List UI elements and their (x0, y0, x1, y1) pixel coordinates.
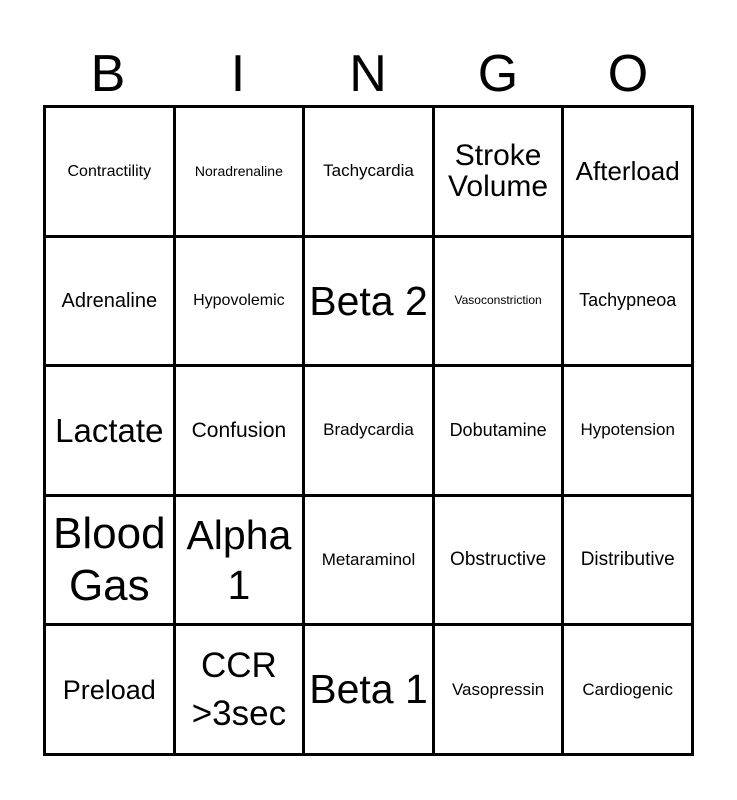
bingo-cell-r2-c5[interactable] (564, 238, 694, 368)
cell-label: Tachypneoa (579, 290, 677, 311)
cell-label: Hypovolemic (193, 292, 285, 310)
cell-label: Stroke Volume (448, 138, 549, 204)
cell-label: Blood Gas (53, 509, 166, 611)
cell-label: Adrenaline (61, 289, 158, 312)
bingo-cell-r5-c5[interactable] (564, 626, 694, 756)
cell-label: Preload (62, 674, 156, 705)
bingo-cell-r3-c5[interactable] (564, 367, 694, 497)
cell-label: Vasopressin (451, 679, 545, 699)
bingo-cell-r4-c4[interactable] (435, 497, 565, 627)
bingo-cell-r2-c1[interactable] (46, 238, 176, 368)
bingo-cell-r5-c2[interactable] (176, 626, 306, 756)
cell-label: Confusion (191, 418, 287, 442)
bingo-cell-r4-c5[interactable] (564, 497, 694, 627)
cell-label: Contractility (67, 162, 152, 180)
header-letter-n: N (349, 45, 387, 103)
bingo-cell-r3-c1[interactable] (46, 367, 176, 497)
cell-label: Beta 1 (309, 666, 428, 713)
cell-label: Noradrenaline (194, 163, 283, 180)
cell-label: Hypotension (580, 420, 675, 440)
bingo-cell-r1-c4[interactable] (435, 108, 565, 238)
bingo-cell-r5-c1[interactable] (46, 626, 176, 756)
header-letter-o: O (607, 45, 649, 103)
bingo-cell-r2-c4[interactable] (435, 238, 565, 368)
bingo-cell-r5-c4[interactable] (435, 626, 565, 756)
bingo-cell-r4-c3[interactable] (305, 497, 435, 627)
cell-label: Vasoconstriction (454, 292, 542, 307)
bingo-header (43, 44, 694, 104)
cell-label: Afterload (575, 155, 680, 186)
cell-label: Beta 2 (309, 277, 428, 324)
cell-label: Tachycardia (323, 161, 414, 181)
bingo-cell-r3-c4[interactable] (435, 367, 565, 497)
cell-label: CCR >3sec (191, 646, 287, 733)
cell-label: Cardiogenic (582, 679, 674, 699)
bingo-cell-r1-c3[interactable] (305, 108, 435, 238)
bingo-cell-r1-c5[interactable] (564, 108, 694, 238)
bingo-cell-r2-c3[interactable] (305, 238, 435, 368)
bingo-cell-r3-c2[interactable] (176, 367, 306, 497)
cell-label: Metaraminol (321, 549, 416, 569)
bingo-cell-r4-c1[interactable] (46, 497, 176, 627)
bingo-cell-r2-c2[interactable] (176, 238, 306, 368)
bingo-cell-r1-c2[interactable] (176, 108, 306, 238)
cell-label: Dobutamine (449, 419, 547, 440)
cell-label: Lactate (55, 411, 164, 449)
bingo-cell-r3-c3[interactable] (305, 367, 435, 497)
cell-label: Alpha 1 (186, 511, 292, 609)
bingo-card-grid (43, 105, 694, 756)
header-letter-i: I (230, 45, 246, 103)
header-letter-g: G (477, 45, 519, 103)
cell-label: Bradycardia (323, 420, 414, 440)
cell-label: Obstructive (450, 548, 547, 570)
bingo-cell-r4-c2[interactable] (176, 497, 306, 627)
bingo-cell-r1-c1[interactable] (46, 108, 176, 238)
bingo-cell-r5-c3[interactable] (305, 626, 435, 756)
cell-label: Distributive (580, 548, 675, 570)
header-letter-b: B (90, 45, 126, 103)
